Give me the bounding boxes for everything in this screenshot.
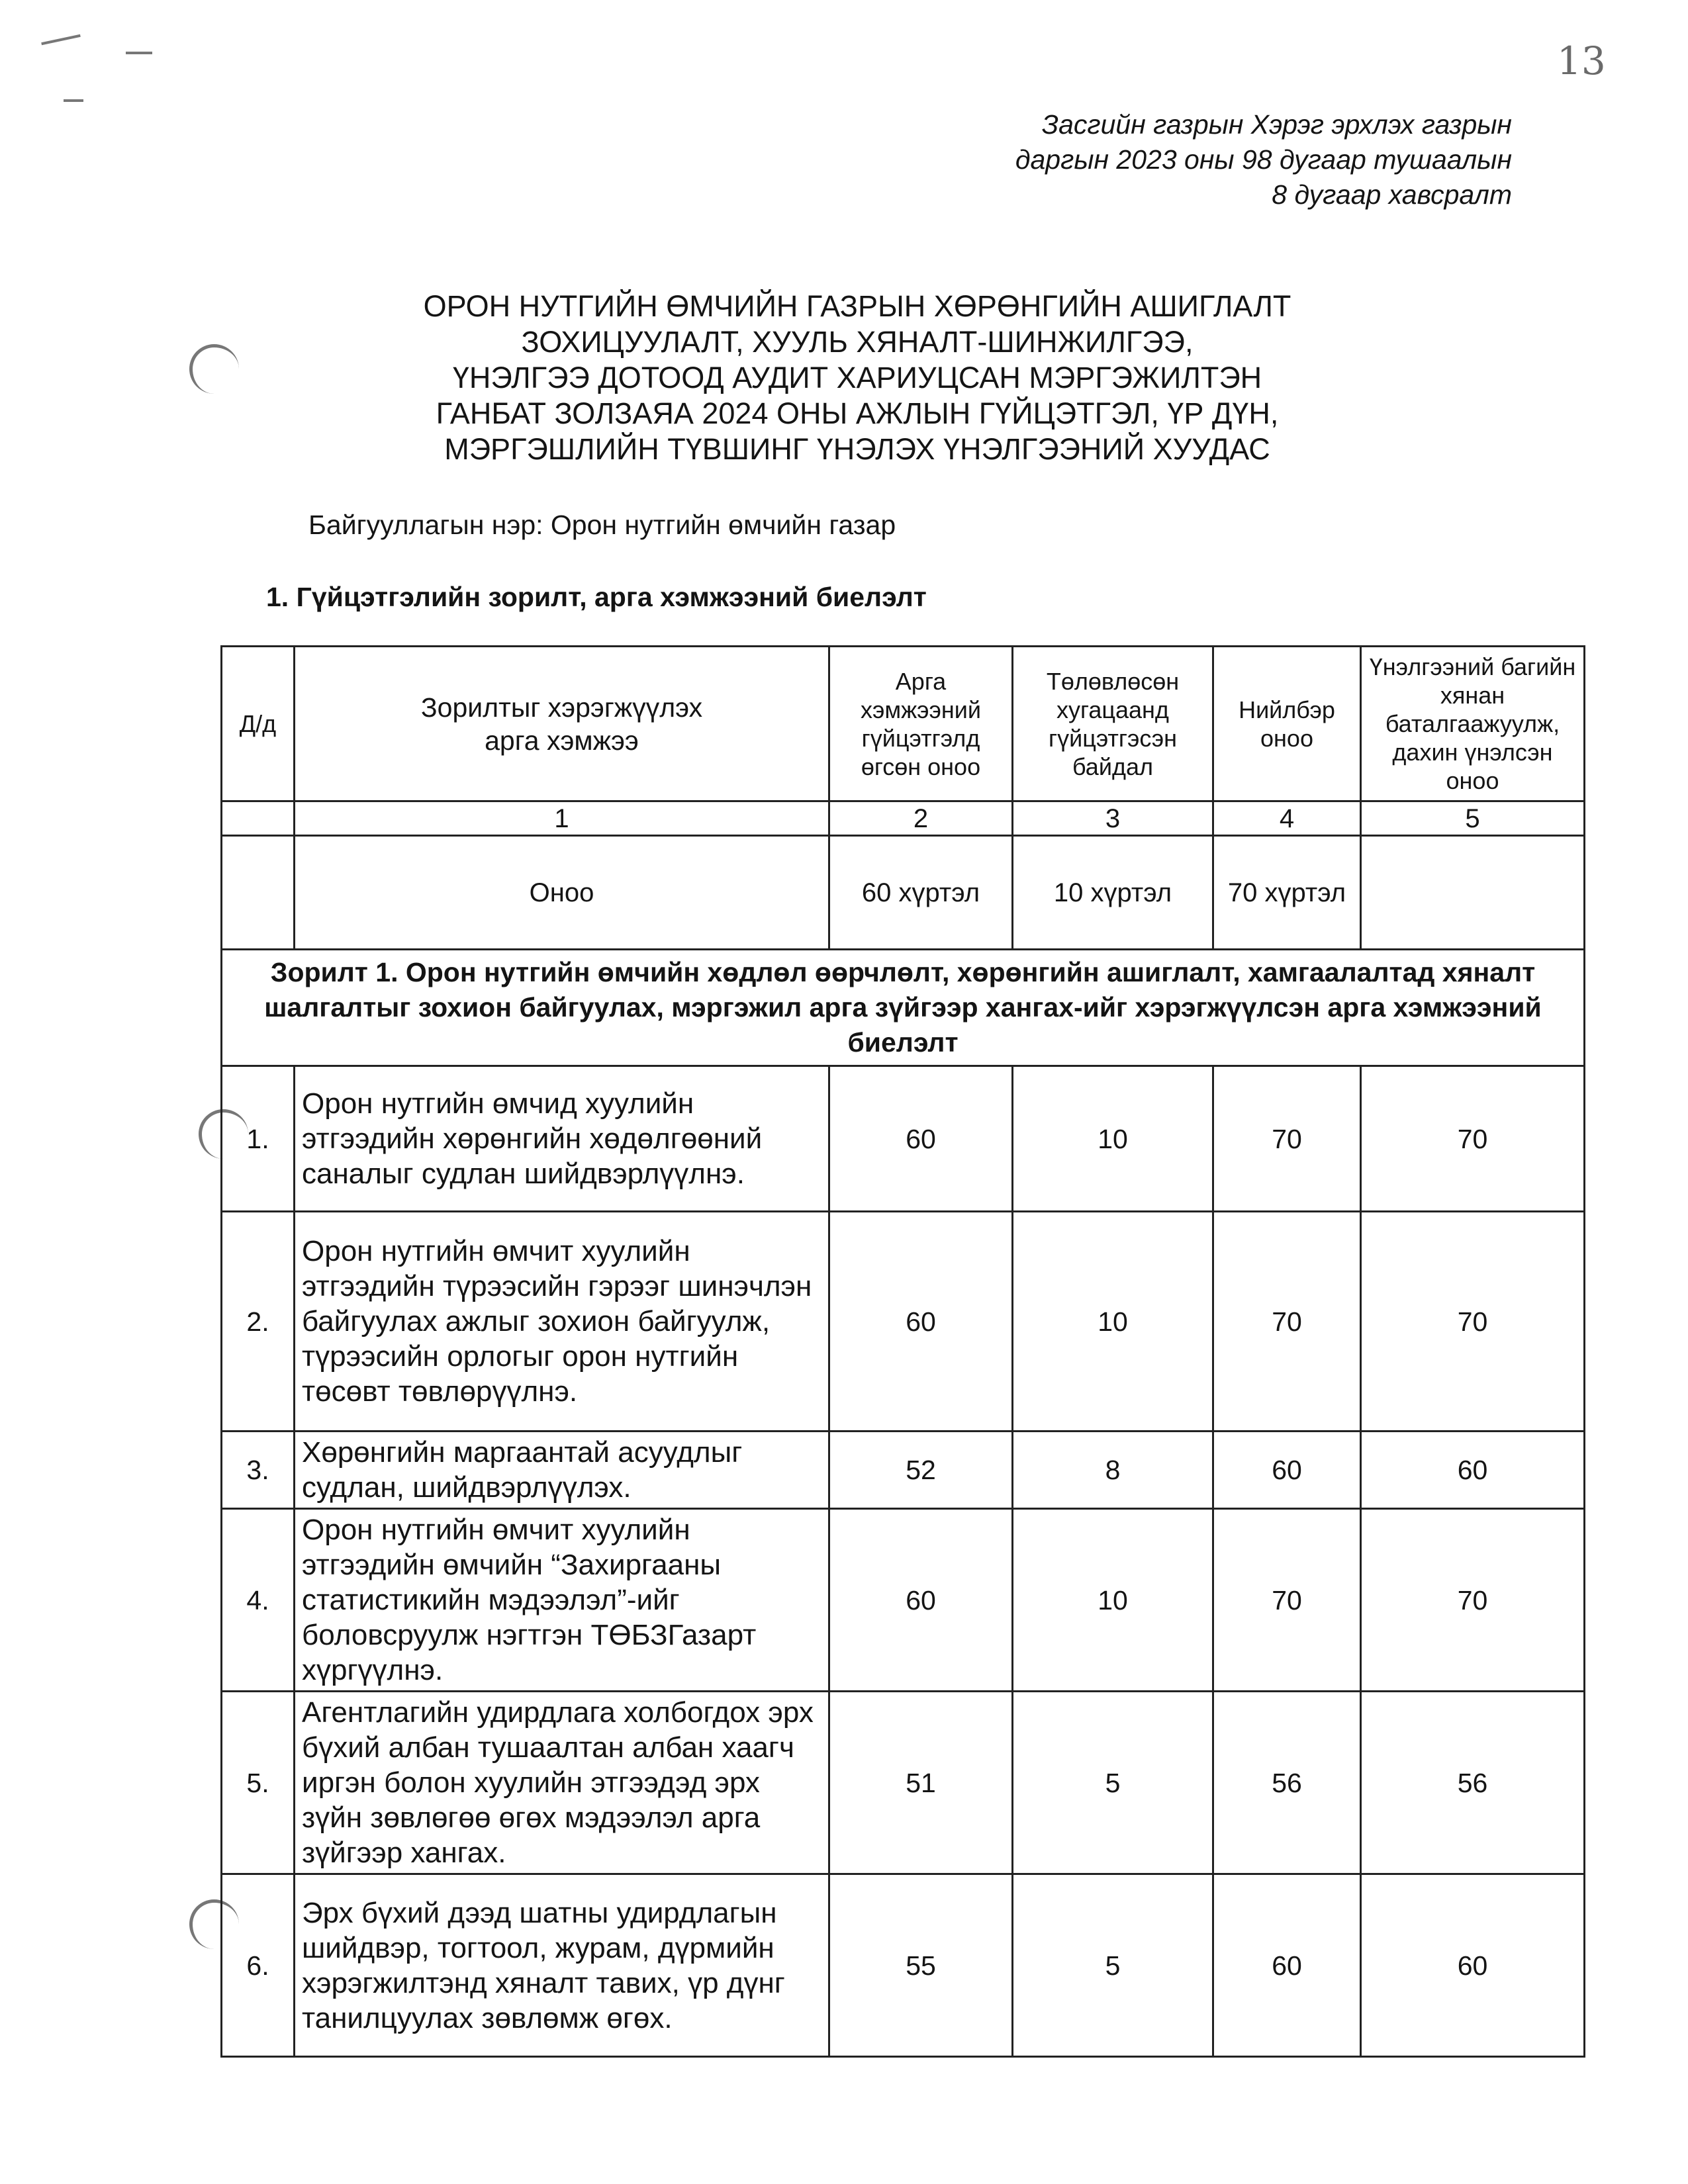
annex-line: 8 дугаар хавсралт: [1272, 179, 1512, 210]
column-number: 2: [829, 801, 1013, 836]
organization-name: Байгууллагын нэр: Орон нутгийн өмчийн газар: [308, 510, 896, 540]
section-heading: 1. Гүйцэтгэлийн зорилт, арга хэмжээний биелэлт: [266, 582, 927, 612]
row-activity: Агентлагийн удирдлага холбогдох эрх бүхий албан тушаалтан албан хаагч иргэн болон хуулийн этгээдэд эрх зүйн зөвлөгөө өгөх мэдээлэл арга зүйгээр хангах.: [295, 1692, 829, 1874]
row-total: 70: [1213, 1066, 1361, 1212]
row-rescored: 70: [1361, 1509, 1585, 1692]
max-score-col4: 70 хүртэл: [1213, 836, 1361, 950]
row-rescored: 56: [1361, 1692, 1585, 1874]
row-number: 1.: [222, 1066, 295, 1212]
row-activity: Орон нутгийн өмчит хуулийн этгээдийн өмчийн “Захиргааны статистикийн мэдээлэл”-ийг боловсруулж нэгтгэн ТӨБЗГазарт хүргүүлнэ.: [295, 1509, 829, 1692]
scan-dash-mark: [41, 34, 81, 45]
annex-line: Засгийн газрын Хэрэг эрхлэх газрын: [1041, 109, 1512, 140]
goal-title: Зорилт 1. Орон нутгийн өмчийн хөдлөл өөрчлөлт, хөрөнгийн ашиглалт, хамгаалалтад хяналт шалгалтыг зохион байгуулах, мэргэжил арга зүйгээр хангах-ийг хэрэгжүүлсэн арга хэмжээний биелэлт: [222, 950, 1585, 1066]
table-row: [222, 1432, 1585, 1509]
max-score-col3: 10 хүртэл: [1013, 836, 1213, 950]
header-row: [222, 647, 1585, 801]
row-score: 60: [829, 1509, 1013, 1692]
row-number: 5.: [222, 1692, 295, 1874]
row-timeliness: 5: [1013, 1874, 1213, 2057]
table-row: [222, 1509, 1585, 1692]
max-score-row: [222, 836, 1585, 950]
column-number: 3: [1013, 801, 1213, 836]
scan-dash-mark: [64, 99, 83, 102]
title-line: ҮНЭЛГЭЭ ДОТООД АУДИТ ХАРИУЦСАН МЭРГЭЖИЛТЭН: [452, 361, 1262, 394]
document-title: [199, 289, 1516, 467]
goal-row: [222, 950, 1585, 1066]
row-total: 70: [1213, 1509, 1361, 1692]
row-timeliness: 8: [1013, 1432, 1213, 1509]
header-activity: Зорилтыг хэрэгжүүлэх арга хэмжээ: [295, 647, 829, 801]
title-line: ЗОХИЦУУЛАЛТ, ХУУЛЬ ХЯНАЛТ-ШИНЖИЛГЭЭ,: [521, 325, 1194, 359]
max-score-col5: [1361, 836, 1585, 950]
row-score: 60: [829, 1066, 1013, 1212]
column-number: 4: [1213, 801, 1361, 836]
column-number: 1: [295, 801, 829, 836]
column-number-row: [222, 801, 1585, 836]
annex-reference: [1015, 107, 1512, 212]
row-rescored: 70: [1361, 1212, 1585, 1432]
max-score-label: Оноо: [295, 836, 829, 950]
page-number: 13: [1557, 38, 1606, 83]
scan-dash-mark: [126, 52, 152, 54]
header-score: Арга хэмжээний гүйцэтгэлд өгсөн оноо: [829, 647, 1013, 801]
table-row: [222, 1066, 1585, 1212]
row-number: 6.: [222, 1874, 295, 2057]
row-score: 55: [829, 1874, 1013, 2057]
header-timeliness: Төлөвлөсөн хугацаанд гүйцэтгэсэн байдал: [1013, 647, 1213, 801]
header-rescored: Үнэлгээний багийн хянан баталгаажуулж, дахин үнэлсэн оноо: [1361, 647, 1585, 801]
row-total: 60: [1213, 1874, 1361, 2057]
row-rescored: 60: [1361, 1874, 1585, 2057]
row-timeliness: 5: [1013, 1692, 1213, 1874]
title-line: МЭРГЭШЛИЙН ТҮВШИНГ ҮНЭЛЭХ ҮНЭЛГЭЭНИЙ ХУУДАС: [444, 432, 1270, 466]
header-no: Д/д: [222, 647, 295, 801]
row-timeliness: 10: [1013, 1066, 1213, 1212]
row-total: 56: [1213, 1692, 1361, 1874]
table-row: [222, 1212, 1585, 1432]
row-total: 70: [1213, 1212, 1361, 1432]
column-number-blank: [222, 801, 295, 836]
row-activity: Орон нутгийн өмчит хуулийн этгээдийн түрээсийн гэрээг шинэчлэн байгуулах ажлыг зохион байгуулж, түрээсийн орлогыг орон нутгийн төсөвт төвлөрүүлнэ.: [295, 1212, 829, 1432]
header-total: Нийлбэр оноо: [1213, 647, 1361, 801]
row-timeliness: 10: [1013, 1212, 1213, 1432]
row-activity: Хөрөнгийн маргаантай асуудлыг судлан, шийдвэрлүүлэх.: [295, 1432, 829, 1509]
max-score-col2: 60 хүртэл: [829, 836, 1013, 950]
row-rescored: 60: [1361, 1432, 1585, 1509]
row-rescored: 70: [1361, 1066, 1585, 1212]
title-line: ГАНБАТ ЗОЛЗАЯА 2024 ОНЫ АЖЛЫН ГҮЙЦЭТГЭЛ, ҮР ДҮН,: [436, 396, 1279, 430]
title-line: ОРОН НУТГИЙН ӨМЧИЙН ГАЗРЫН ХӨРӨНГИЙН АШИГЛАЛТ: [423, 289, 1291, 323]
row-score: 60: [829, 1212, 1013, 1432]
max-score-blank: [222, 836, 295, 950]
row-activity: Орон нутгийн өмчид хуулийн этгээдийн хөрөнгийн хөдөлгөөний саналыг судлан шийдвэрлүүлнэ.: [295, 1066, 829, 1212]
table-row: [222, 1692, 1585, 1874]
row-activity: Эрх бүхий дээд шатны удирдлагын шийдвэр, тогтоол, журам, дүрмийн хэрэгжилтэнд хяналт тавих, үр дүнг танилцуулах зөвлөмж өгөх.: [295, 1874, 829, 2057]
table-row: [222, 1874, 1585, 2057]
row-number: 2.: [222, 1212, 295, 1432]
annex-line: даргын 2023 оны 98 дугаар тушаалын: [1015, 144, 1512, 175]
column-number: 5: [1361, 801, 1585, 836]
evaluation-table: [220, 645, 1585, 2058]
row-score: 52: [829, 1432, 1013, 1509]
row-score: 51: [829, 1692, 1013, 1874]
row-number: 4.: [222, 1509, 295, 1692]
row-number: 3.: [222, 1432, 295, 1509]
row-timeliness: 10: [1013, 1509, 1213, 1692]
row-total: 60: [1213, 1432, 1361, 1509]
